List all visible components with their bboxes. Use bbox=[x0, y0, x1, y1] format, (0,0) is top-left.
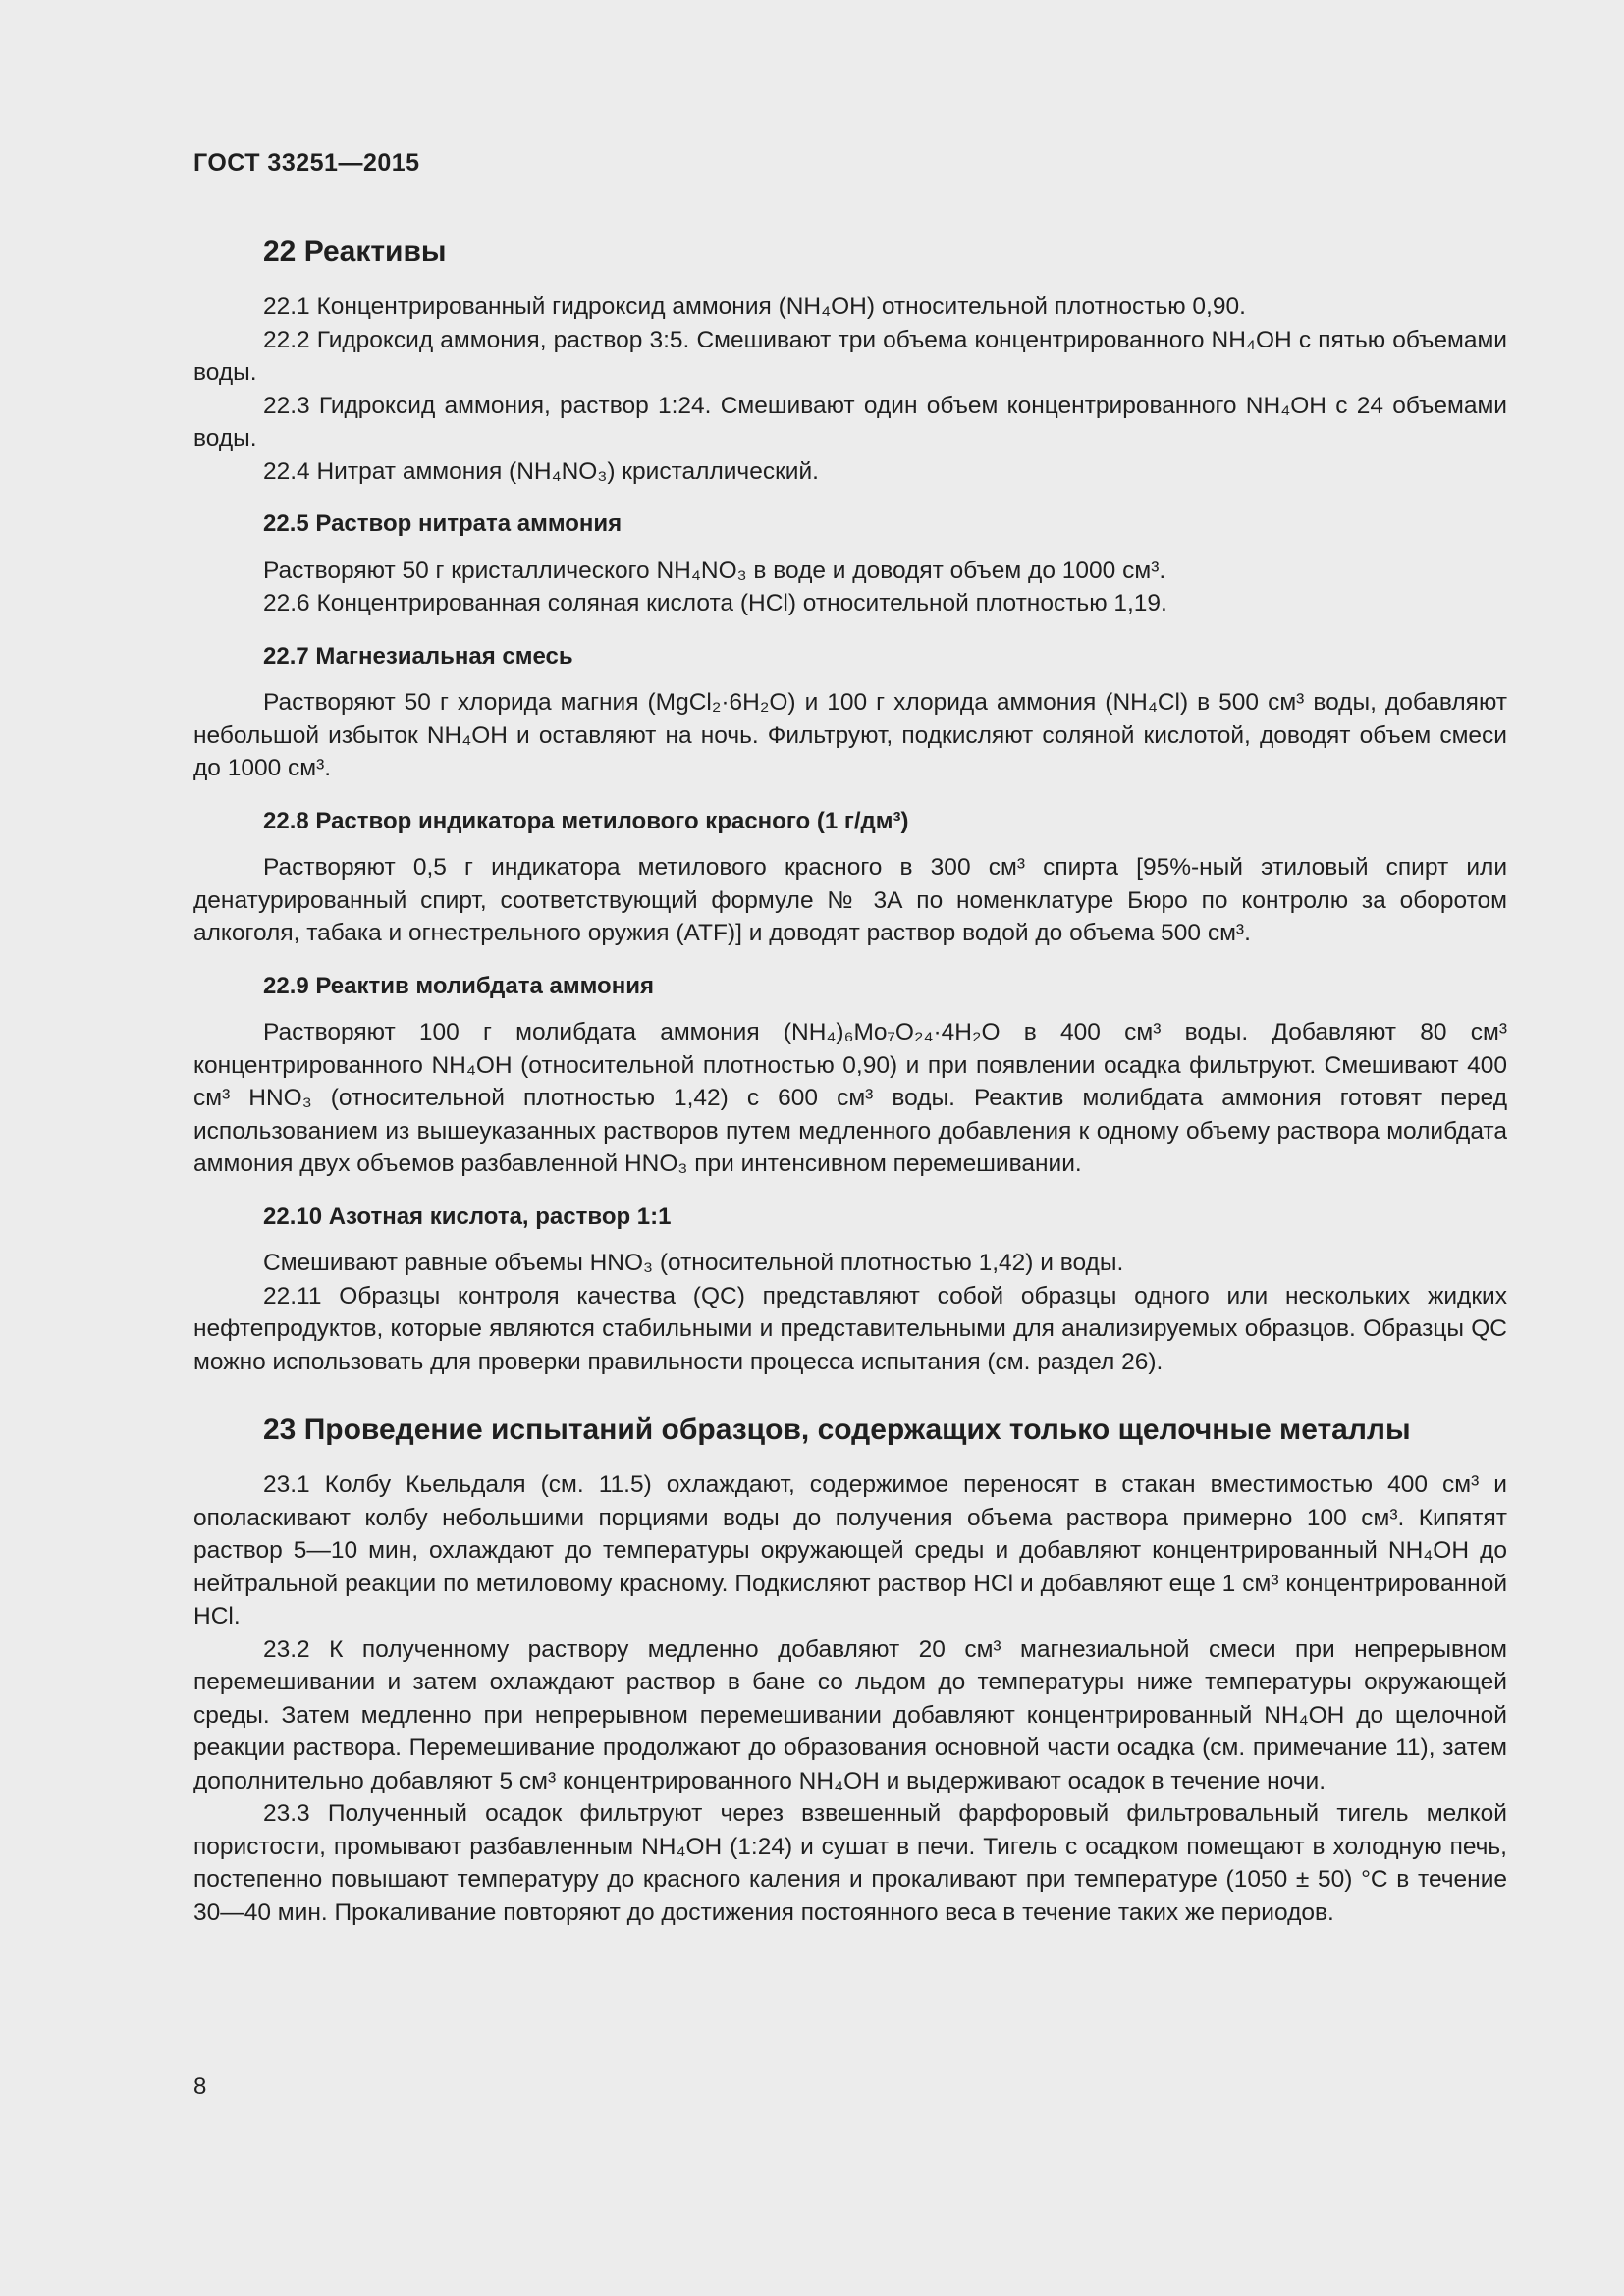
paragraph-23-3: 23.3 Полученный осадок фильтруют через взвешенный фарфоровый фильтровальный тигель мелкой пористости, промывают разбавленным NH₄OH (1:24) и сушат в печи. Тигель с осадком помещают в холодную печь, постепенно повышают температуру до красного каления и прокаливают при температуре (1050 ± 50) °С в течение 30—40 мин. Прокаливание повторяют до достижения постоянного веса в течение таких же периодов. bbox=[193, 1800, 1507, 1926]
subsection-22-5-title: 22.5 Раствор нитрата аммония bbox=[263, 510, 623, 537]
subsection-22-7-title: 22.7 Магнезиальная смесь bbox=[263, 642, 573, 669]
standard-header: ГОСТ 33251—2015 bbox=[193, 149, 420, 177]
document-body bbox=[193, 234, 1507, 1929]
page-number: 8 bbox=[193, 2073, 207, 2100]
paragraph-22-10: Смешивают равные объемы HNO₃ (относительной плотностью 1,42) и воды. bbox=[263, 1250, 1124, 1276]
paragraph-22-2: 22.2 Гидроксид аммония, раствор 3:5. Смешивают три объема концентрированного NH₄OH с пятью объемами воды. bbox=[193, 326, 1507, 386]
paragraph-23-1: 23.1 Колбу Кьельдаля (см. 11.5) охлаждают, содержимое переносят в стакан вместимостью 400 см³ и ополаскивают колбу небольшими порциями воды до получения объема раствора примерно 100 см³. Кипятят раствор 5—10 мин, охлаждают до температуры окружающей среды и добавляют концентрированный NH₄OH до нейтральной реакции по метиловому красному. Подкисляют раствор HCl и добавляют еще 1 см³ концентрированной HCl. bbox=[193, 1471, 1507, 1629]
section-22-title: 22 Реактивы bbox=[263, 236, 447, 268]
paragraph-22-6: 22.6 Концентрированная соляная кислота (HCl) относительной плотностью 1,19. bbox=[263, 590, 1167, 616]
section-23-title: 23 Проведение испытаний образцов, содержащих только щелочные металлы bbox=[263, 1414, 1411, 1446]
paragraph-22-3: 22.3 Гидроксид аммония, раствор 1:24. Смешивают один объем концентрированного NH₄OH с 24 объемами воды. bbox=[193, 392, 1507, 452]
paragraph-22-4: 22.4 Нитрат аммония (NH₄NO₃) кристаллический. bbox=[263, 457, 819, 485]
paragraph-22-5: Растворяют 50 г кристаллического NH₄NO₃ в воде и доводят объем до 1000 см³. bbox=[263, 557, 1166, 584]
paragraph-22-11: 22.11 Образцы контроля качества (QC) представляют собой образцы одного или нескольких жидких нефтепродуктов, которые являются стабильными и представительными для анализируемых образцов. Образцы QC можно использовать для проверки правильности процесса испытания (см. раздел 26). bbox=[193, 1282, 1507, 1375]
subsection-22-8-title: 22.8 Раствор индикатора метилового красного (1 г/дм³) bbox=[263, 807, 909, 834]
paragraph-22-7: Растворяют 50 г хлорида магния (MgCl₂·6H₂O) и 100 г хлорида аммония (NH₄Cl) в 500 см³ воды, добавляют небольшой избыток NH₄OH и оставляют на ночь. Фильтруют, подкисляют соляной кислотой, доводят объем смеси до 1000 см³. bbox=[193, 689, 1507, 781]
paragraph-22-8: Растворяют 0,5 г индикатора метилового красного в 300 см³ спирта [95%-ный этиловый спирт или денатурированный спирт, соответствующий формуле № 3А по номенклатуре Бюро по контролю за оборотом алкоголя, табака и огнестрельного оружия (ATF)] и доводят раствор водой до объема 500 см³. bbox=[193, 854, 1507, 946]
subsection-22-10-title: 22.10 Азотная кислота, раствор 1:1 bbox=[263, 1202, 672, 1230]
paragraph-22-1: 22.1 Концентрированный гидроксид аммония (NH₄OH) относительной плотностью 0,90. bbox=[263, 294, 1246, 320]
paragraph-22-9: Растворяют 100 г молибдата аммония (NH₄)₆Mo₇O₂₄·4H₂O в 400 см³ воды. Добавляют 80 см³ концентрированного NH₄OH (относительной плотностью 0,90) и при появлении осадка фильтруют. Смешивают 400 см³ HNO₃ (относительной плотностью 1,42) с 600 см³ воды. Реактив молибдата аммония готовят перед использованием из вышеуказанных растворов путем медленного добавления к одному объему раствора молибдата аммония двух объемов разбавленной HNO₃ при интенсивном перемешивании. bbox=[193, 1019, 1507, 1177]
paragraph-23-2: 23.2 К полученному раствору медленно добавляют 20 см³ магнезиальной смеси при непрерывном перемешивании и затем охлаждают раствор в бане со льдом до температуры ниже температуры окружающей среды. Затем медленно при непрерывном перемешивании добавляют концентрированный NH₄OH до щелочной реакции раствора. Перемешивание продолжают до образования основной части осадка (см. примечание 11), затем дополнительно добавляют 5 см³ концентрированного NH₄OH и выдерживают осадок в течение ночи. bbox=[193, 1635, 1507, 1794]
subsection-22-9-title: 22.9 Реактив молибдата аммония bbox=[263, 972, 654, 999]
